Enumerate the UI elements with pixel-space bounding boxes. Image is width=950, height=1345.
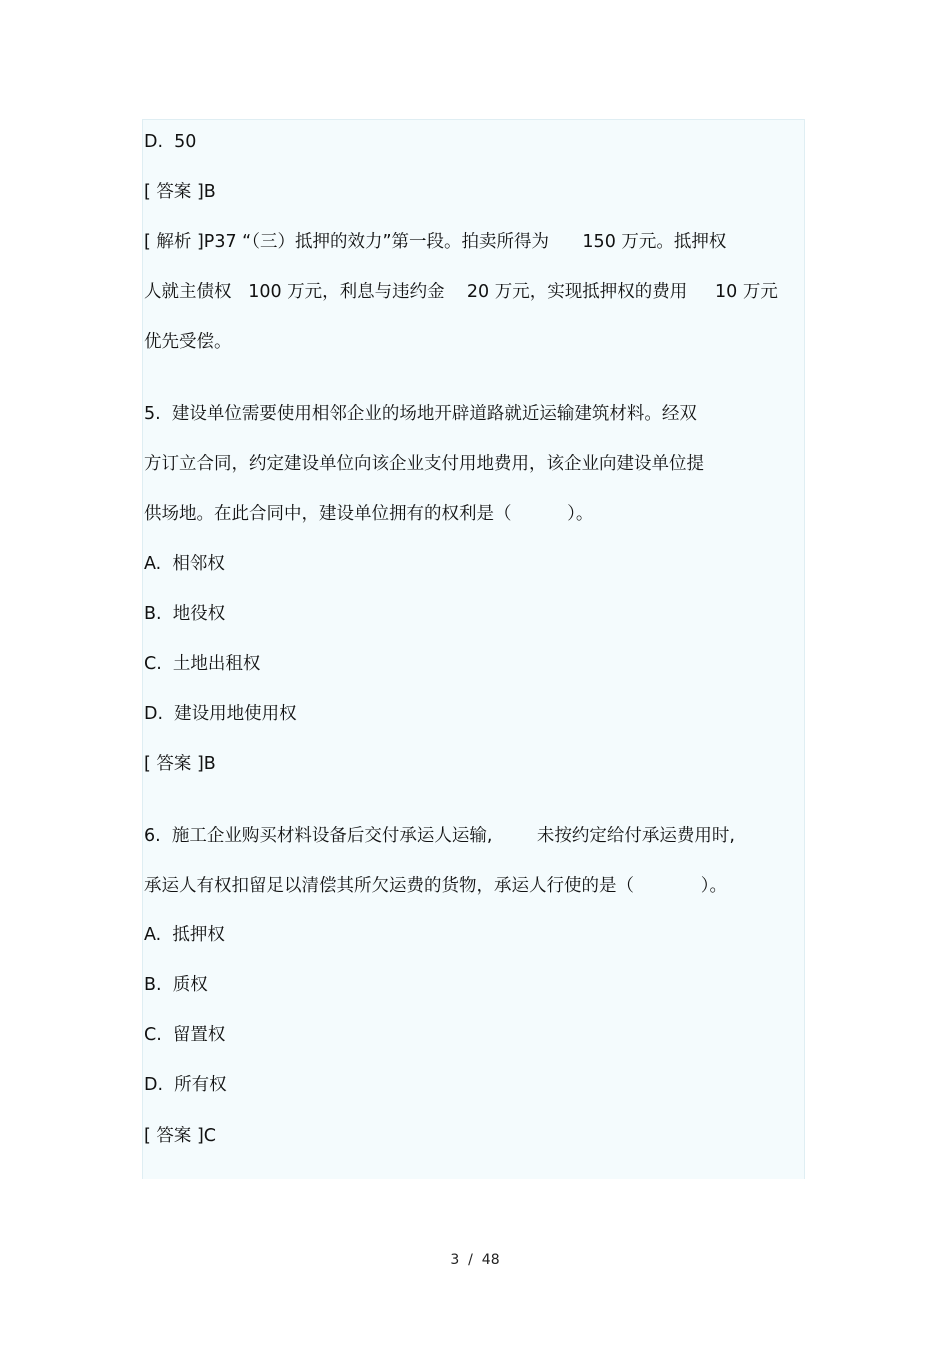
q6-option-d: D. 所有权 [144,1075,227,1095]
q6-stem-line-2: 承运人有权扣留足以清偿其所欠运费的货物，承运人行使的是（ ）。 [144,876,728,896]
q6-option-b: B. 质权 [144,975,208,995]
q5-option-c: C. 土地出租权 [144,654,261,674]
q5-option-d: D. 建设用地使用权 [144,704,297,724]
page-number: 3 / 48 [450,1252,500,1268]
q4-analysis-line-2: 人就主债权 100 万元，利息与违约金 20 万元，实现抵押权的费用 10 万元 [144,282,778,302]
q5-option-a: A. 相邻权 [144,554,225,574]
q6-option-a: A. 抵押权 [144,925,225,945]
q5-stem-line-3: 供场地。在此合同中，建设单位拥有的权利是（ ）。 [144,504,594,524]
q4-analysis-line-3: 优先受偿。 [144,332,232,352]
q5-stem-line-1: 5. 建设单位需要使用相邻企业的场地开辟道路就近运输建筑材料。经双 [144,404,697,424]
q6-option-c: C. 留置权 [144,1025,226,1045]
q5-option-b: B. 地役权 [144,604,226,624]
q6-stem-line-1: 6. 施工企业购买材料设备后交付承运人运输, 未按约定给付承运费用时, [144,826,735,846]
q6-answer: [ 答案 ]C [144,1126,216,1146]
q5-answer: [ 答案 ]B [144,754,216,774]
q4-option-d: D. 50 [144,132,197,152]
q5-stem-line-2: 方订立合同，约定建设单位向该企业支付用地费用，该企业向建设单位提 [144,454,704,474]
q4-answer: [ 答案 ]B [144,182,216,202]
question-content-area [142,119,805,1179]
q4-analysis-line-1: [ 解析 ]P37 “（三）抵押的效力”第一段。拍卖所得为 150 万元。抵押权 [144,232,727,252]
